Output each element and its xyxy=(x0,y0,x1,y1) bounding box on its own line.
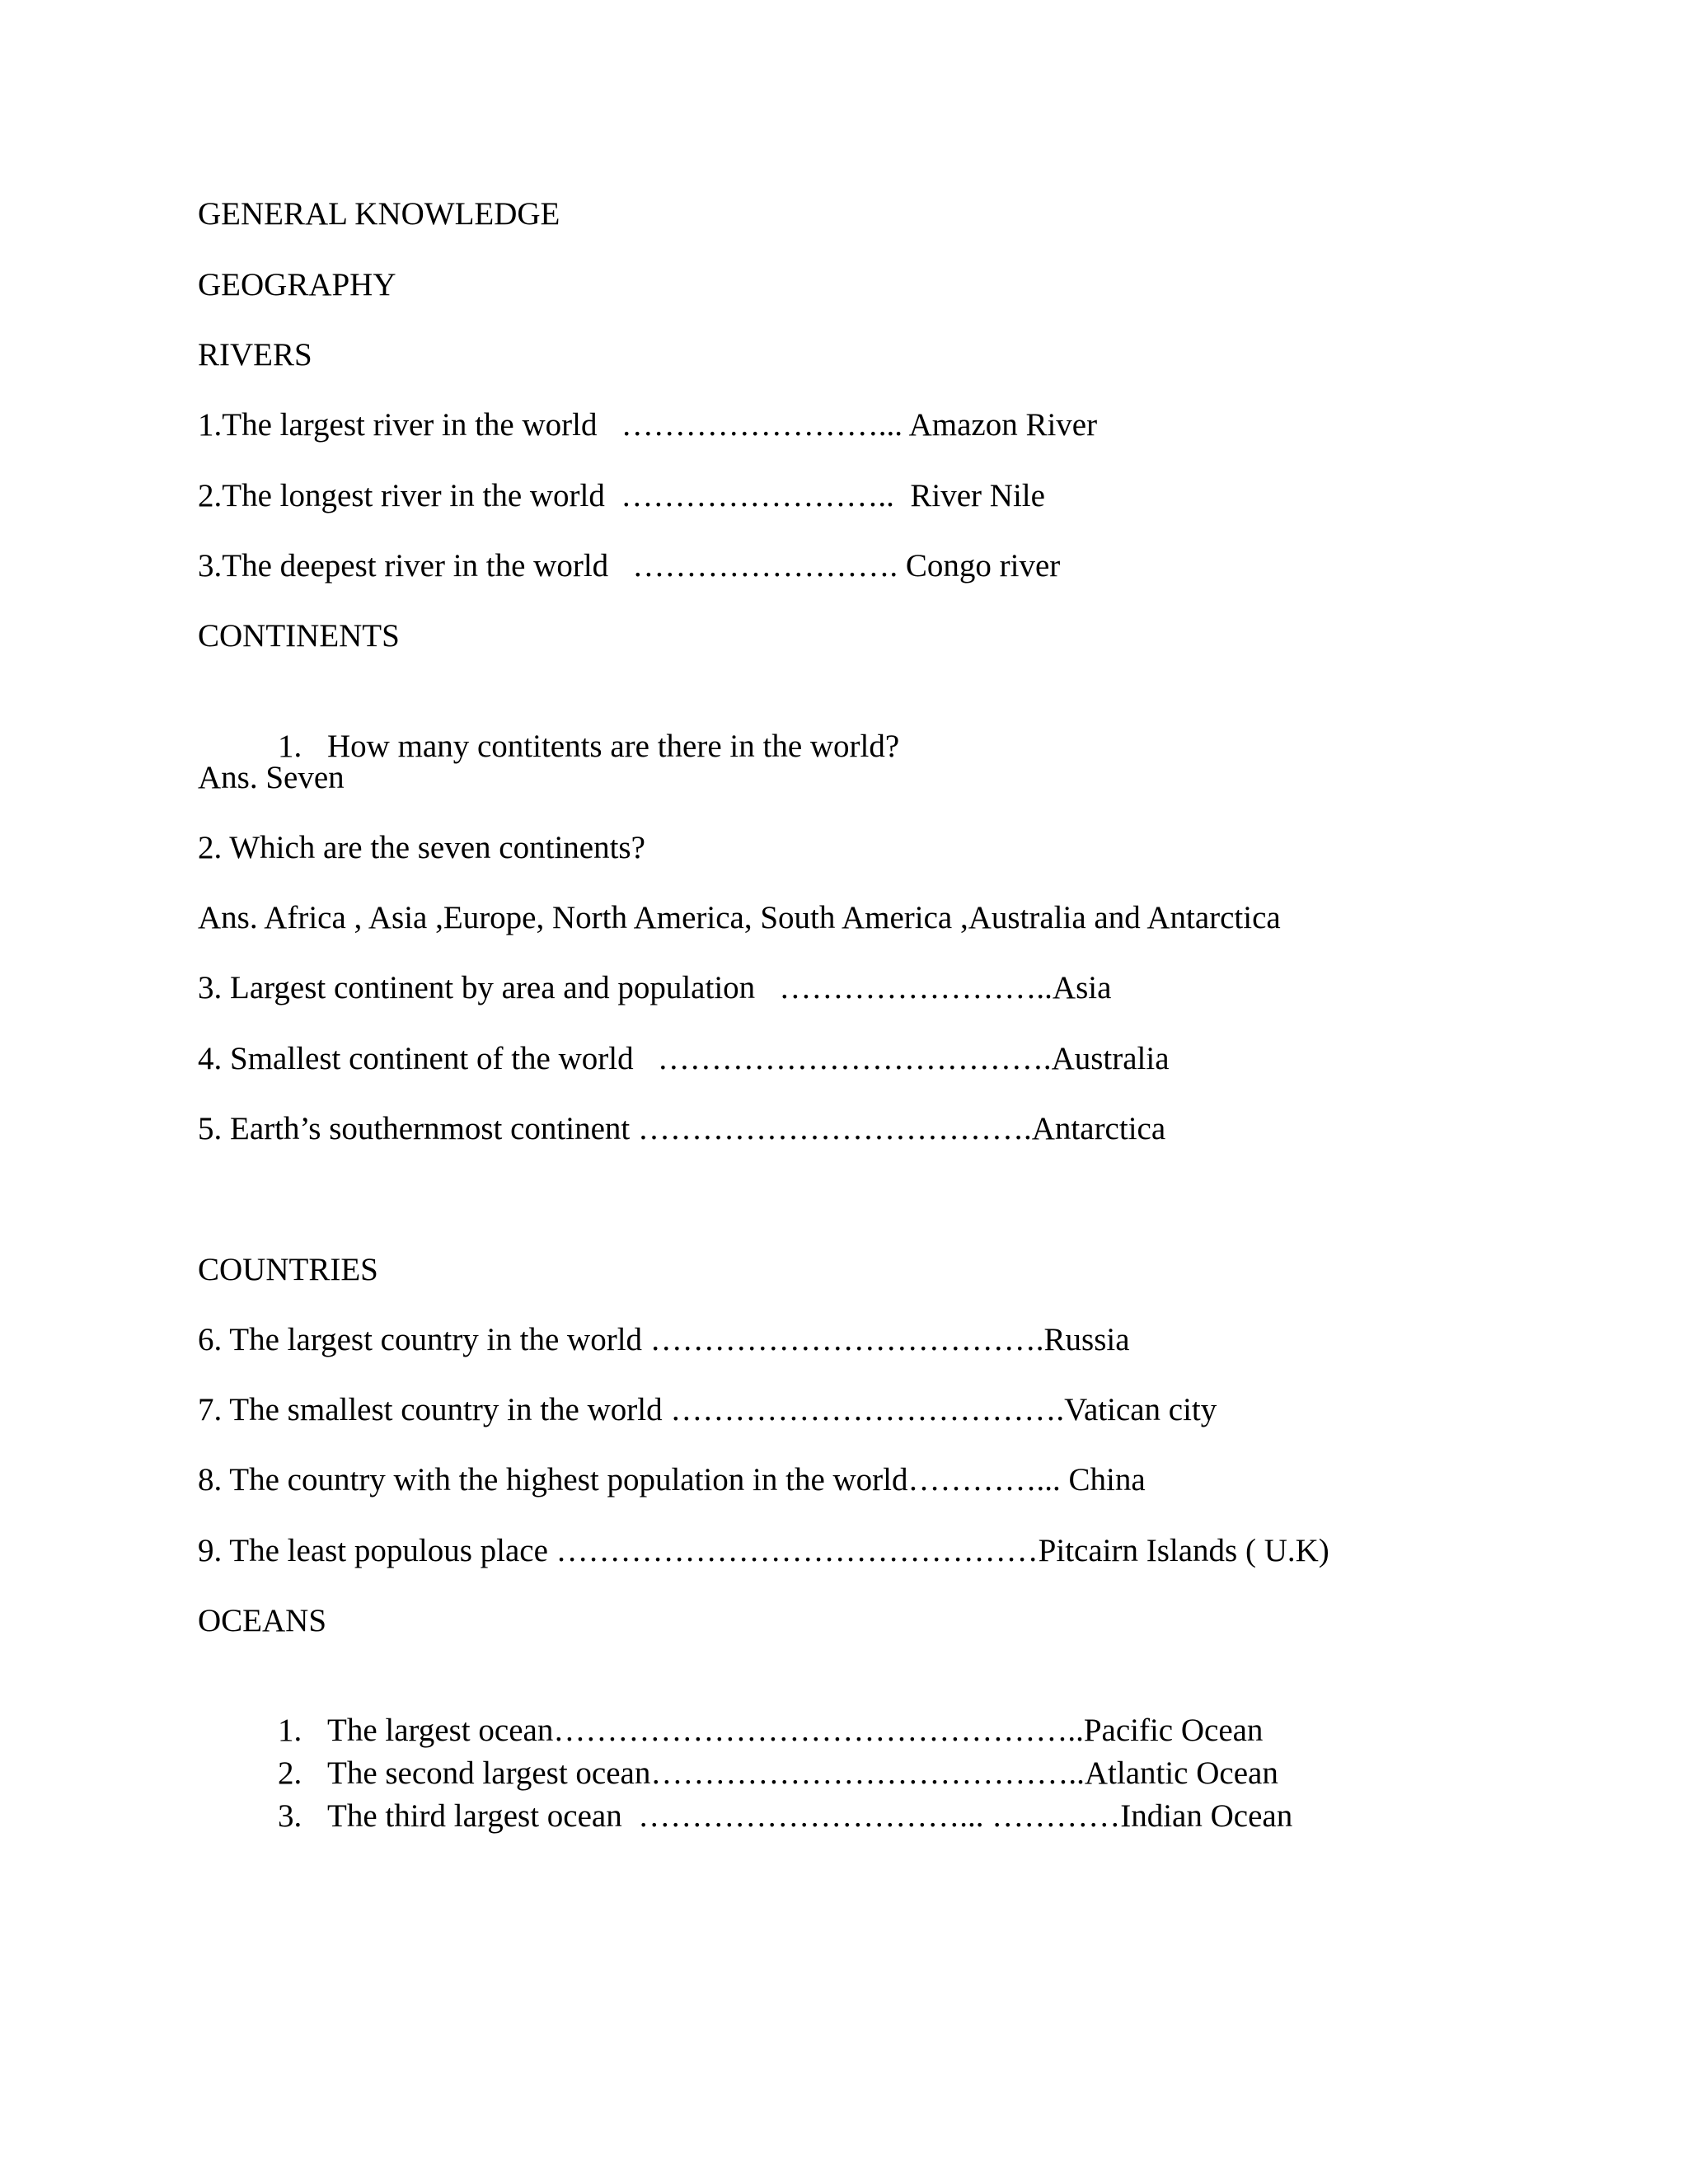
document-title: GENERAL KNOWLEDGE xyxy=(198,196,560,232)
question-text: How many contitents are there in the world? xyxy=(327,729,900,764)
countries-item-7: 7. The smallest country in the world ……………………………….Vatican city xyxy=(198,1392,1217,1427)
list-number: 2. xyxy=(278,1755,302,1791)
rivers-item-3: 3.The deepest river in the world ……………………. Congo river xyxy=(198,548,1061,583)
countries-heading: COUNTRIES xyxy=(198,1252,378,1287)
countries-item-8: 8. The country with the highest population in the world…………... China xyxy=(198,1462,1146,1497)
oceans-item-3 xyxy=(246,1757,1292,1876)
oceans-heading: OCEANS xyxy=(198,1603,327,1638)
continents-item-3: 3. Largest continent by area and population ……………………..Asia xyxy=(198,970,1112,1005)
list-number: 3. xyxy=(278,1798,302,1834)
continents-question-2: 2. Which are the seven continents? xyxy=(198,830,645,865)
continents-item-5: 5. Earth’s southernmost continent ……………………………….Antarctica xyxy=(198,1111,1166,1146)
ocean-text: The third largest ocean …………………………... …………Indian Ocean xyxy=(327,1798,1293,1834)
subject-heading: GEOGRAPHY xyxy=(198,267,396,302)
continents-item-4: 4. Smallest continent of the world ……………………………….Australia xyxy=(198,1041,1170,1076)
rivers-item-1: 1.The largest river in the world ……………………... Amazon River xyxy=(198,407,1098,443)
countries-item-9: 9. The least populous place ………………………………………Pitcairn Islands ( U.K) xyxy=(198,1533,1329,1568)
ocean-text: The second largest ocean…………………………………..Atlantic Ocean xyxy=(327,1755,1278,1791)
continents-heading: CONTINENTS xyxy=(198,618,400,654)
list-number: 1. xyxy=(278,1713,302,1748)
rivers-item-2: 2.The longest river in the world …………………….. River Nile xyxy=(198,478,1045,513)
list-number: 1. xyxy=(278,729,302,764)
rivers-heading: RIVERS xyxy=(198,337,312,373)
countries-item-6: 6. The largest country in the world ……………………………….Russia xyxy=(198,1322,1130,1357)
continents-answer-1: Ans. Seven xyxy=(198,760,345,795)
ocean-text: The largest ocean…………………………………………..Pacific Ocean xyxy=(327,1713,1264,1748)
continents-answer-2: Ans. Africa , Asia ,Europe, North America, South America ,Australia and Antarctica xyxy=(198,900,1281,935)
